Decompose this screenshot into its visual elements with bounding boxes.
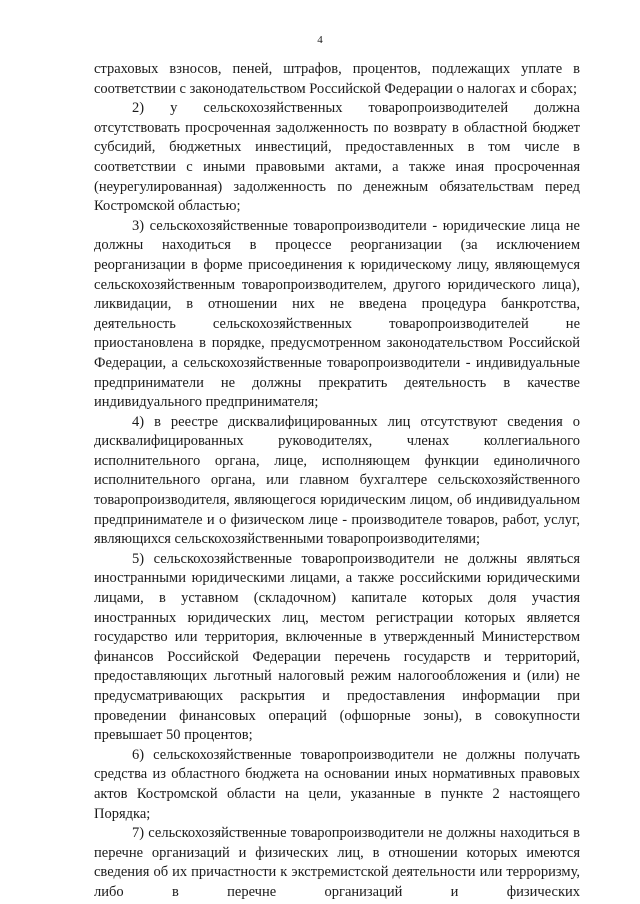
paragraph-item-7: 7) сельскохозяйственные товаропроизводители не должны находиться в перечне организаций и физических лиц, в отношении которых имеются сведения об их причастности к экстремистской деятельности или терроризму, либо в перечне организаций и физических (94, 825, 580, 900)
paragraph-continuation: страховых взносов, пеней, штрафов, процентов, подлежащих уплате в соответствии с законодательством Российской Федерации о налогах и сборах; (94, 61, 580, 97)
paragraph-item-5: 5) сельскохозяйственные товаропроизводители не должны являться иностранными юридическими лицами, а также российскими юридическими лицами, в уставном (складочном) капитале которых доля участия иностранных юридических лиц, местом регистрации которых является государство или территория, включенные в утвержденный Министерством финансов Российской Федерации перечень государств и территорий, предоставляющих льготный налоговый режим налогообложения и (или) не предусматривающих раскрытия и предоставления информации при проведении финансовых операций (офшорные зоны), в совокупности превышает 50 процентов; (94, 550, 580, 744)
paragraph-item-6: 6) сельскохозяйственные товаропроизводители не должны получать средства из областного бюджета на основании иных нормативных правовых актов Костромской области на цели, указанные в пункте 2 настоящего Порядка; (94, 746, 580, 822)
document-body (94, 60, 580, 903)
page-number: 4 (317, 34, 323, 46)
paragraph-item-4: 4) в реестре дисквалифицированных лиц отсутствуют сведения о дисквалифицированных руководителях, членах коллегиального исполнительного органа, лице, исполняющем функции единоличного исполнительного органа, или главном бухгалтере сельскохозяйственного товаропроизводителя, являющегося юридическим лицом, об индивидуальном предпринимателе и о физическом лице - производителе товаров, работ, услуг, являющихся сельскохозяйственными товаропроизводителями; (94, 413, 580, 548)
paragraph-item-3: 3) сельскохозяйственные товаропроизводители - юридические лица не должны находиться в процессе реорганизации (за исключением реорганизации в форме присоединения к юридическому лицу, являющемуся сельскохозяйственным товаропроизводителем, другого юридического лица), ликвидации, в отношении них не введена процедура банкротства, деятельность сельскохозяйственных товаропроизводителей не приостановлена в порядке, предусмотренном законодательством Российской Федерации, а сельскохозяйственные товаропроизводители - индивидуальные предприниматели не должны прекратить деятельность в качестве индивидуального предпринимателя; (94, 217, 580, 411)
paragraph-item-2: 2) у сельскохозяйственных товаропроизводителей должна отсутствовать просроченная задолженность по возврату в областной бюджет субсидий, бюджетных инвестиций, предоставленных в том числе в соответствии с иными правовыми актами, а также иная просроченная (неурегулированная) задолженность по денежным обязательствам перед Костромской областью; (94, 100, 580, 215)
